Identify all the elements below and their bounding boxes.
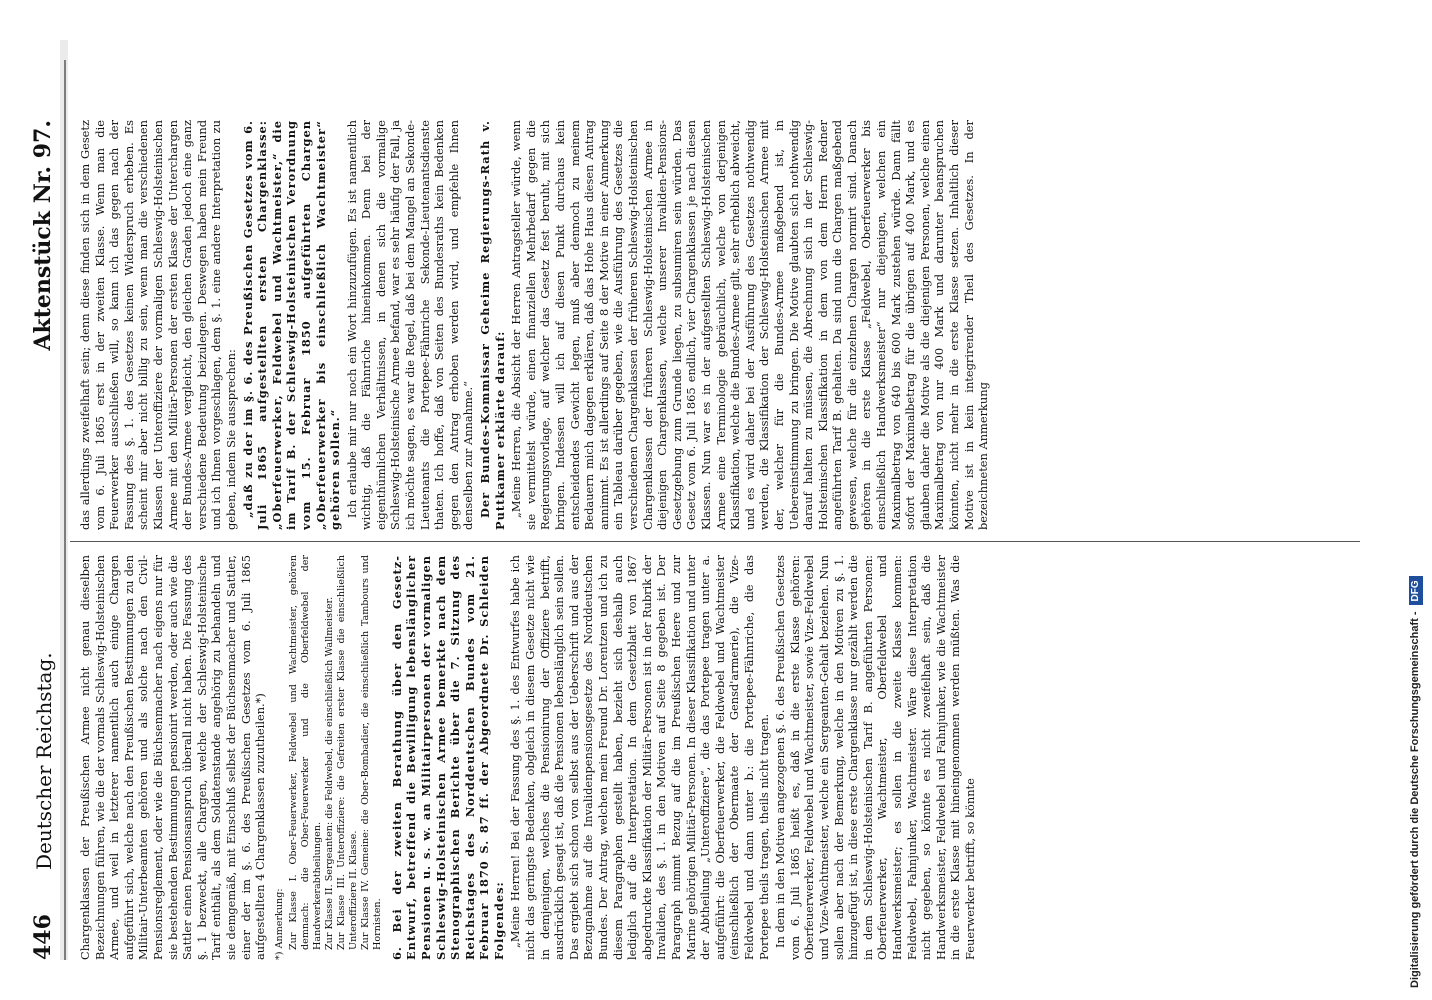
- running-title: Deutscher Reichstag.: [32, 652, 56, 870]
- footnote-line: Zur Klasse IV. Gemeine: die Ober-Bombadier, die einschließlich Tambours und Hornisten.: [359, 555, 383, 950]
- credit-line: [1402, 8, 1428, 988]
- footnote-line: Zur Klasse III. Unteroffiziere: die Gefreiten erster Klasse die einschließlich Unteroffiziere II. Klasse.: [335, 555, 359, 950]
- document-reference: Aktenstück Nr. 97.: [30, 120, 56, 351]
- footnote-marker: *) Anmerkung:: [273, 888, 285, 960]
- credit-text: Digitalisierung gefördert durch die Deutsche Forschungsgemeinschaft -: [1409, 611, 1421, 988]
- scan-edge-shadow: [60, 40, 68, 960]
- page-number: 446: [30, 914, 56, 960]
- footnote-line: Zur Klasse II. Sergeanten: die Feldwebel, die einschließlich Wallmeister.: [323, 596, 335, 950]
- dfg-logo: DFG: [1409, 576, 1423, 605]
- right-column: [78, 120, 1358, 530]
- paragraph: das allerdings zweifelhaft sein; denn diese finden sich in dem Gesetz vom 6. Juli 1865 erst in der zweiten Klasse. Wenn man die Feuerwerker ausschließen will, so kann ich das gegen nach der Fassung des §. 1. des Gesetzes keinen Widerspruch erheben. Es scheint mir aber nicht billig zu sein, wenn man die verschiedenen Klassen der Unteroffiziere der vormaligen Schleswig-Holsteinischen Armee mit den Militär-Personen der ersten Klasse der Unterchargen der Bundes-Armee vergleicht, den gleichen Graden jedoch eine ganz verschiedene Bedeutung beizulegen. Deswegen haben mein Freund und ich Ihnen vorgeschlagen, dem §. 1. eine andere Interpretation zu geben, indem Sie aussprechen:: [78, 120, 238, 530]
- paragraph: „Meine Herren! Bei der Fassung des §. 1. des Entwurfes habe ich nicht das geringste Bedenken, obgleich in diesem Gesetze nicht wie in demjenigen, welches die Pensionirung der Offiziere betrifft, ausdrücklich gesagt ist, daß die Pensionen lebenslänglich sein sollen. Das ergiebt sich schon von selbst aus der Ueberschrift und aus der Bezugnahme auf die Invalidenpensionsgesetze des Norddeutschen Bundes. Der Antrag, welchen mein Freund Dr. Lorentzen und ich zu diesem Paragraphen gestellt haben, bezieht sich deshalb auch lediglich auf die Interpretation. In dem Gesetzblatt von 1867 abgedruckte Klassifikation der Militär-Personen ist in der Rubrik der Invaliden, des §. 1. in den Motiven auf Seite 8 gegeben ist. Der Paragraph nimmt Bezug auf die im Preußischen Heere und zur Marine gehörigen Militär-Personen. In dieser Klassifikation und unter der Abtheilung „Unteroffiziere“, die das Portepee tragen unter a. aufgeführt: die Oberfeuerwerker, die Feldwebel und Wachtmeister (einschließlich der Obermaate der Gensd'armerie), die Vize-Feldwebel und dann unter b.: die Portepee-Fähnriche, die das Portepee theils tragen, theils nicht tragen.: [508, 555, 771, 960]
- footnote-line: Zur Klasse I. Ober-Feuerwerker, Feldwebel und Wachtmeister, gehören demnach: die Ober-Feuerwerker und die Oberfeldwebel der Handwerkerabtheilungen.: [287, 555, 323, 950]
- digitization-credit: [1400, 10, 1426, 990]
- footnote: [274, 555, 384, 960]
- paragraph: „Meine Herren, die Absicht der Herren Antragsteller würde, wenn sie vermittelst würde, einen finanziellen Mehrbedarf gegen die Regierungsvorlage, auf welcher das Gesetz fest beruht, mit sich bringen. Indessen will ich auf diesen Punkt durchaus kein entscheidendes Gewicht legen, muß aber dennoch zu meinem Bedauern mich dagegen erklären, daß das Hohe Haus diesen Antrag annimmt. Es ist allerdings auf Seite 8 der Motive in einer Anmerkung ein Tableau darüber gegeben, wie die Ausführung des Gesetzes die verschiedenen Chargenklassen der früheren Schleswig-Holsteinischen Chargenklassen der früheren Schleswig-Holsteinischen Armee in diejenigen Chargenklassen, welche unserer Invaliden-Pensions-Gesetzgebung zum Grunde liegen, zu subsumiren sein würden. Das Gesetz vom 6. Juli 1865 endlich, vier Chargenklassen je nach diesen Klassen. Nun war es in der aufgestellten Schleswig-Holsteinischen Armee eine Terminologie gebräuchlich, welche von derjenigen Klassifikation, welche die Bundes-Armee gilt, sehr erheblich abweicht, und es wird daher bei der Ausführung des Gesetzes nothwendig werden, die Klassifikation der Schleswig-Holsteinischen Armee mit der, welcher für die Bundes-Armee maßgebend ist, in Uebereinstimmung zu bringen. Die Motive glaubten sich nothwendig darauf halten zu müssen, die Abrechnung sich in der Schleswig-Holsteinischen Klassifikation in dem von dem Herrn Redner angeführten Tarif B. gehalten. Da sind nun die Chargen maßgebend gewesen, welche für die einzelnen Chargen normirt sind. Danach gehören in die erste Klasse „Feldwebel, Oberfeuerwerker bis einschließlich Handwerksmeister“ nur diejenigen, welchen ein Maximalbetrag von 640 bis 600 Mark zustehen würde. Dann fällt sofort der Maximalbetrag für die übrigen auf 400 Mark, und es glauben daher die Motive als die diejenigen Personen, welche einen Maximalbetrag von nur 400 Mark und darunter beanspruchen könnten, nicht mehr in die erste Klasse setzen. Inhaltlich dieser Motive ist in kein integrirender Theil des Gesetzes. In der bezeichneten Anmerkung: [509, 120, 991, 530]
- speaker-intro: Der Bundes-Kommissar Geheime Regierungs-Rath v. Puttkamer erklärte darauf:: [478, 120, 507, 530]
- left-column: [78, 555, 1358, 960]
- section-heading: 6. Bei der zweiten Berathung über den Gesetz-Entwurf, betreffend die Bewilligung lebenslänglicher Pensionen u. s. w. an Militairpersonen der vormaligen Schleswig-Holsteinischen Armee bemerkte nach dem Stenographischen Berichte über die 7. Sitzung des Reichstages des Norddeutschen Bundes vom 21. Februar 1870 S. 87 ff. der Abgeordnete Dr. Schleiden Folgendes:: [389, 555, 506, 960]
- quoted-motion: „daß zu der im §. 6. des Preußischen Gesetzes vom 6. Juli 1865 aufgestellten ersten Chargenklasse: „Oberfeuerwerker, Feldwebel und Wachtmeister,“ die im Tarif B. der Schleswig-Holsteinischen Verordnung vom 15. Februar 1850 aufgeführten Chargen „Oberfeuerwerker bis einschließlich Wachtmeister“ gehören sollen.“: [240, 120, 343, 530]
- paragraph: Ich erlaube mir nur noch ein Wort hinzuzufügen. Es ist namentlich wichtig, daß die Fähnriche hineinkommen. Denn bei der eigenthümlichen Verhältnissen, in denen sich die vormalige Schleswig-Holsteinische Armee befand, war es sehr häufig der Fall, ja ich möchte sagen, es war die Regel, daß bei dem Mangel an Sekonde-Lieutenants die Portepee-Fähnriche Sekonde-Lieutenantsdienste thaten. Ich hoffe, daß von Seiten des Bundesraths kein Bedenken gegen den Antrag erhoben werden wird, und empfehle Ihnen denselben zur Annahme.“: [344, 120, 476, 530]
- column-divider: [70, 541, 1360, 542]
- paragraph: In dem in den Motiven angezogenen §. 6. des Preußischen Gesetzes vom 6. Juli 1865 heißt es, daß in die erste Klasse gehören: Oberfeuerwerker, Feldwebel und Wachtmeister, sowie Vize-Feldwebel und Vize-Wachtmeister, welche ein Sergeanten-Gehalt beziehen. Nun sollen aber nach der Bemerkung, welche in den Motiven zu §. 1. hinzugefügt ist, in diese erste Chargenklasse nur gezählt werden die in dem Schleswig-Holsteinischen Tarif B. angeführten Personen: Oberfeuerwerker, Wachtmeister, Oberfeldwebel und Handwerksmeister; es sollen in die zweite Klasse kommen: Feldwebel, Fahnjunker, Wachtmeister. Wäre diese Interpretation nicht gegeben, so könnte es nicht zweifelhaft sein, daß die Handwerksmeister, Feldwebel und Fahnjunker, wie die Wachtmeister in die erste Klasse mit hineingenommen werden müßten. Was die Feuerwerker betrifft, so könnte: [773, 555, 977, 960]
- paragraph: Chargenklassen der Preußischen Armee nicht genau dieselben Bezeichnungen führen, wie die der vormals Schleswig-Holsteinischen Armee, und weil in letzterer namentlich auch einige Chargen aufgeführt sich, welche nach den Preußischen Bestimmungen zu den Militair-Unterbeamten gehören und als solche nach den Civil-Pensionsreglement, oder wie die Büchsenmacher nach eigens nur für sie bestehenden Bestimmungen pensionirt werden, oder auch wie die Sattler einen Pensionsanspruch überall nicht haben. Die Fassung des §. 1 bezweckt, alle Chargen, welche der Schleswig-Holsteinische Tarif enthält, als dem Soldatenstande angehörig zu behandeln und sie demgemäß, mit Einschluß selbst der Büchsenmacher und Sattler, einer der im §. 6. des Preußischen Gesetzes vom 6. Juli 1865 aufgestellten 4 Chargenklassen zuzutheilen.*): [78, 555, 268, 960]
